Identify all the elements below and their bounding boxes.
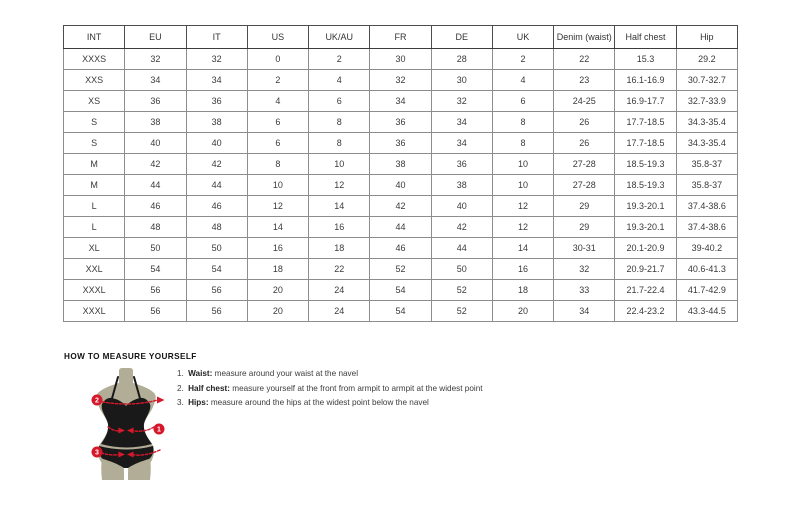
table-row [64, 301, 738, 322]
column-header: FR [370, 26, 431, 49]
table-cell: 48 [186, 217, 247, 238]
table-cell: 42 [370, 196, 431, 217]
table-cell: 34.3-35.4 [676, 112, 737, 133]
table-cell: 44 [431, 238, 492, 259]
table-cell: M [64, 154, 125, 175]
table-cell: 54 [125, 259, 186, 280]
table-cell: 54 [370, 301, 431, 322]
table-cell: XXL [64, 259, 125, 280]
table-cell: 44 [125, 175, 186, 196]
table-cell: 29.2 [676, 49, 737, 70]
table-cell: 24 [309, 280, 370, 301]
table-cell: 36 [370, 112, 431, 133]
table-cell: 42 [431, 217, 492, 238]
table-cell: 41.7-42.9 [676, 280, 737, 301]
step-item [177, 384, 483, 399]
step-text: measure around the hips at the widest point below the navel [208, 398, 429, 408]
table-cell: 42 [125, 154, 186, 175]
table-cell: 32.7-33.9 [676, 91, 737, 112]
table-cell: 34 [186, 70, 247, 91]
table-cell: 10 [247, 175, 308, 196]
table-cell: 0 [247, 49, 308, 70]
column-header: DE [431, 26, 492, 49]
column-header: EU [125, 26, 186, 49]
table-cell: L [64, 196, 125, 217]
table-cell: 34 [431, 112, 492, 133]
table-row [64, 259, 738, 280]
table-cell: 46 [186, 196, 247, 217]
table-cell: 50 [186, 238, 247, 259]
table-cell: 32 [125, 49, 186, 70]
table-cell: 52 [431, 301, 492, 322]
table-cell: 52 [431, 280, 492, 301]
measure-steps [177, 369, 483, 413]
chest-marker-number: 2 [95, 397, 99, 405]
table-cell: 22 [554, 49, 615, 70]
column-header: Hip [676, 26, 737, 49]
measure-section-title: HOW TO MEASURE YOURSELF [64, 352, 197, 361]
table-cell: 44 [370, 217, 431, 238]
mannequin-illustration [78, 366, 174, 484]
table-cell: 8 [309, 133, 370, 154]
table-cell: 20 [247, 280, 308, 301]
table-cell: 4 [492, 70, 553, 91]
table-cell: 6 [492, 91, 553, 112]
table-cell: 27-28 [554, 175, 615, 196]
table-cell: 32 [186, 49, 247, 70]
table-cell: 34 [554, 301, 615, 322]
table-cell: 18.5-19.3 [615, 175, 676, 196]
table-cell: 10 [492, 154, 553, 175]
step-label: Waist: [188, 369, 213, 378]
table-cell: 8 [309, 112, 370, 133]
table-cell: 22.4-23.2 [615, 301, 676, 322]
table-cell: 10 [309, 154, 370, 175]
table-cell: 16 [309, 217, 370, 238]
table-cell: XXXS [64, 49, 125, 70]
table-cell: 20.9-21.7 [615, 259, 676, 280]
table-cell: 8 [492, 112, 553, 133]
table-cell: 35.8-37 [676, 175, 737, 196]
table-cell: 29 [554, 196, 615, 217]
table-cell: 26 [554, 112, 615, 133]
table-cell: M [64, 175, 125, 196]
hips-marker-number: 3 [95, 449, 99, 457]
table-cell: 8 [247, 154, 308, 175]
table-cell: XXXL [64, 301, 125, 322]
table-cell: 17.7-18.5 [615, 112, 676, 133]
table-cell: XXS [64, 70, 125, 91]
table-cell: 12 [247, 196, 308, 217]
table-cell: 28 [431, 49, 492, 70]
table-cell: 46 [125, 196, 186, 217]
table-cell: 18 [247, 259, 308, 280]
table-cell: 39-40.2 [676, 238, 737, 259]
table-row [64, 175, 738, 196]
table-cell: 16 [492, 259, 553, 280]
table-cell: 30.7-32.7 [676, 70, 737, 91]
table-cell: 17.7-18.5 [615, 133, 676, 154]
table-cell: 2 [247, 70, 308, 91]
table-cell: 18 [309, 238, 370, 259]
table-cell: 20 [247, 301, 308, 322]
table-cell: 14 [247, 217, 308, 238]
waist-marker-badge [154, 424, 165, 435]
hips-marker-badge [92, 447, 103, 458]
step-item [177, 369, 483, 384]
step-number: 2. [177, 383, 187, 393]
table-cell: 38 [125, 112, 186, 133]
table-cell: 33 [554, 280, 615, 301]
table-cell: 27-28 [554, 154, 615, 175]
table-cell: 18 [492, 280, 553, 301]
table-cell: 20.1-20.9 [615, 238, 676, 259]
step-text: measure around your waist at the navel [212, 369, 359, 378]
table-row [64, 280, 738, 301]
table-cell: 52 [370, 259, 431, 280]
table-row [64, 91, 738, 112]
table-cell: 44 [186, 175, 247, 196]
table-cell: L [64, 217, 125, 238]
table-cell: 30-31 [554, 238, 615, 259]
table-cell: 6 [247, 133, 308, 154]
table-cell: 40.6-41.3 [676, 259, 737, 280]
table-cell: 16 [247, 238, 308, 259]
table-cell: 32 [370, 70, 431, 91]
table-cell: 34.3-35.4 [676, 133, 737, 154]
table-cell: 42 [186, 154, 247, 175]
table-row [64, 217, 738, 238]
table-cell: 2 [492, 49, 553, 70]
table-cell: 34 [370, 91, 431, 112]
table-cell: 12 [492, 217, 553, 238]
table-cell: 29 [554, 217, 615, 238]
table-cell: 2 [309, 49, 370, 70]
table-cell: XS [64, 91, 125, 112]
table-cell: 4 [309, 70, 370, 91]
table-cell: 38 [370, 154, 431, 175]
table-cell: 43.3-44.5 [676, 301, 737, 322]
table-cell: 36 [370, 133, 431, 154]
table-cell: 22 [309, 259, 370, 280]
table-cell: 37.4-38.6 [676, 217, 737, 238]
table-cell: 32 [431, 91, 492, 112]
table-cell: 24-25 [554, 91, 615, 112]
size-table-header-row [64, 26, 738, 49]
table-cell: 15.3 [615, 49, 676, 70]
table-cell: 16.9-17.7 [615, 91, 676, 112]
table-cell: 6 [247, 112, 308, 133]
table-cell: 12 [492, 196, 553, 217]
table-cell: 50 [125, 238, 186, 259]
table-cell: 36 [186, 91, 247, 112]
table-cell: 18.5-19.3 [615, 154, 676, 175]
step-number: 1. [177, 369, 187, 378]
step-text: measure yourself at the front from armpit to armpit at the widest point [229, 383, 483, 393]
table-cell: 38 [186, 112, 247, 133]
step-label: Half chest: [188, 383, 230, 393]
table-cell: 32 [554, 259, 615, 280]
table-cell: 14 [492, 238, 553, 259]
table-cell: 23 [554, 70, 615, 91]
table-cell: 56 [125, 280, 186, 301]
table-cell: 19.3-20.1 [615, 217, 676, 238]
table-cell: 48 [125, 217, 186, 238]
column-header: Denim (waist) [554, 26, 615, 49]
table-cell: 46 [370, 238, 431, 259]
table-cell: XL [64, 238, 125, 259]
table-row [64, 133, 738, 154]
table-cell: 40 [186, 133, 247, 154]
table-cell: 26 [554, 133, 615, 154]
table-row [64, 49, 738, 70]
table-cell: 24 [309, 301, 370, 322]
column-header: US [247, 26, 308, 49]
column-header: INT [64, 26, 125, 49]
table-cell: 40 [370, 175, 431, 196]
column-header: UK/AU [309, 26, 370, 49]
column-header: UK [492, 26, 553, 49]
table-cell: 30 [370, 49, 431, 70]
table-cell: 34 [125, 70, 186, 91]
table-cell: S [64, 112, 125, 133]
table-cell: 50 [431, 259, 492, 280]
table-cell: 36 [431, 154, 492, 175]
column-header: IT [186, 26, 247, 49]
table-cell: 6 [309, 91, 370, 112]
waist-marker-number: 1 [157, 426, 161, 434]
table-cell: 12 [309, 175, 370, 196]
table-cell: 38 [431, 175, 492, 196]
step-label: Hips: [188, 398, 209, 408]
mannequin-figure [78, 366, 174, 484]
table-cell: 30 [431, 70, 492, 91]
table-cell: S [64, 133, 125, 154]
table-cell: 4 [247, 91, 308, 112]
step-item [177, 398, 483, 413]
table-cell: 10 [492, 175, 553, 196]
table-cell: 14 [309, 196, 370, 217]
table-row [64, 196, 738, 217]
size-chart-table [63, 25, 738, 322]
table-cell: 37.4-38.6 [676, 196, 737, 217]
table-cell: 34 [431, 133, 492, 154]
table-cell: 40 [125, 133, 186, 154]
table-cell: 40 [431, 196, 492, 217]
table-cell: 19.3-20.1 [615, 196, 676, 217]
table-cell: 20 [492, 301, 553, 322]
table-row [64, 154, 738, 175]
table-cell: 56 [125, 301, 186, 322]
table-row [64, 238, 738, 259]
table-cell: 36 [125, 91, 186, 112]
chest-marker-badge [92, 395, 103, 406]
table-cell: 54 [186, 259, 247, 280]
table-cell: 56 [186, 301, 247, 322]
table-row [64, 112, 738, 133]
table-cell: 35.8-37 [676, 154, 737, 175]
table-cell: 54 [370, 280, 431, 301]
table-cell: XXXL [64, 280, 125, 301]
step-number: 3. [177, 398, 187, 408]
table-row [64, 70, 738, 91]
column-header: Half chest [615, 26, 676, 49]
table-cell: 21.7-22.4 [615, 280, 676, 301]
table-cell: 56 [186, 280, 247, 301]
size-table-body [64, 49, 738, 322]
table-cell: 8 [492, 133, 553, 154]
table-cell: 16.1-16.9 [615, 70, 676, 91]
chest-arrow-icon [157, 397, 165, 404]
